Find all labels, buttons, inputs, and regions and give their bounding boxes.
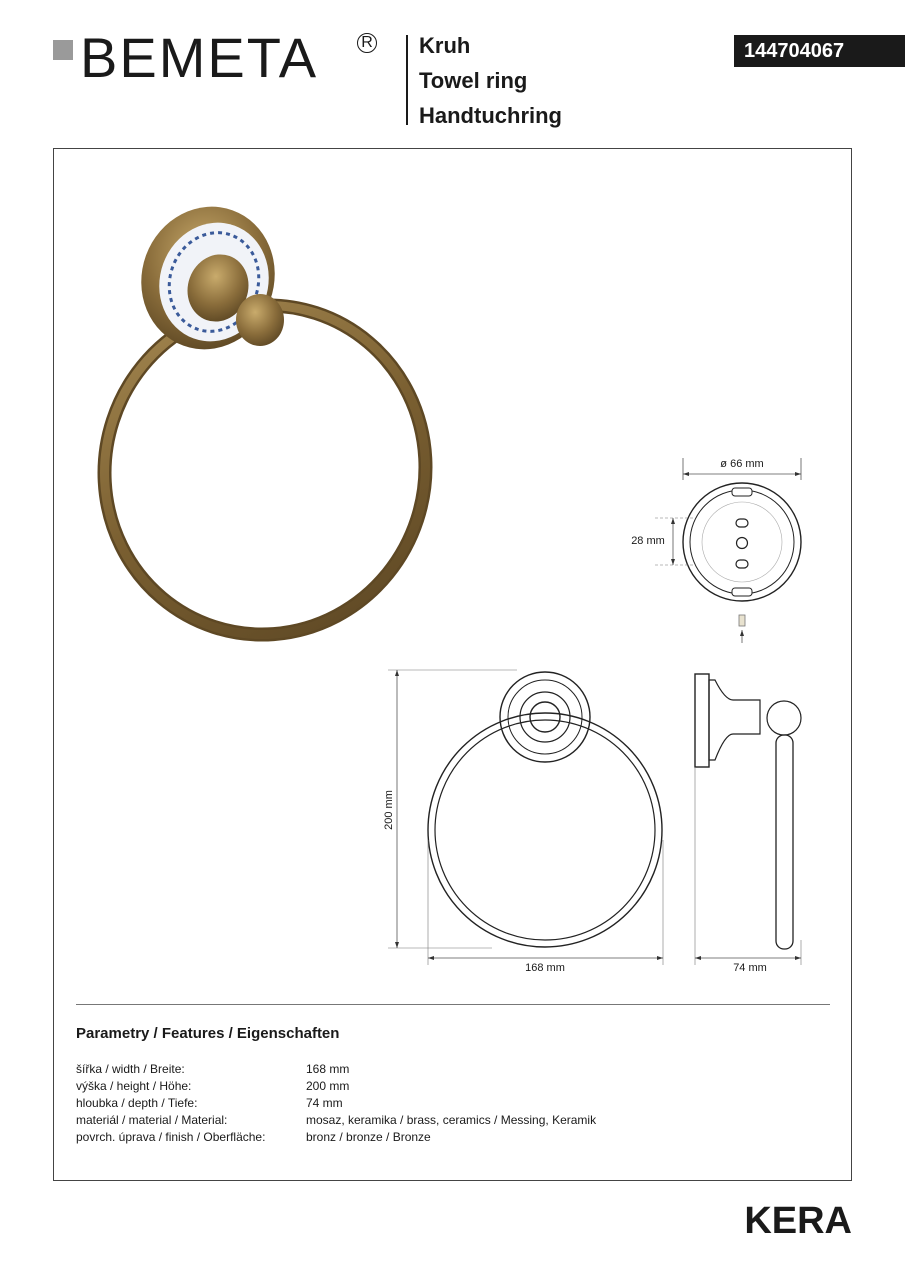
mounting-plate-drawing bbox=[615, 450, 815, 650]
section-divider bbox=[76, 1004, 830, 1005]
brand-logo: BEMETA bbox=[80, 26, 319, 89]
feature-value: 168 mm bbox=[306, 1062, 350, 1076]
product-code-badge: 144704067 bbox=[734, 35, 905, 67]
feature-label: výška / height / Höhe: bbox=[76, 1079, 192, 1093]
feature-value: 200 mm bbox=[306, 1079, 350, 1093]
product-photo bbox=[90, 200, 450, 650]
diameter-dimension: ø 66 mm bbox=[720, 458, 764, 470]
feature-value: mosaz, keramika / brass, ceramics / Messing, Keramik bbox=[306, 1113, 597, 1127]
logo-square bbox=[53, 40, 73, 60]
title-czech: Kruh bbox=[419, 33, 471, 58]
registered-mark: R bbox=[357, 33, 377, 53]
side-view-drawing bbox=[685, 660, 815, 980]
feature-label: hloubka / depth / Tiefe: bbox=[76, 1096, 198, 1110]
feature-label: šířka / width / Breite: bbox=[76, 1062, 185, 1076]
hole-spacing-dimension: 28 mm bbox=[631, 535, 665, 547]
collection-name: KERA bbox=[744, 1200, 852, 1242]
neck-knob-shape bbox=[236, 294, 284, 346]
feature-label: povrch. úprava / finish / Oberfläche: bbox=[76, 1130, 266, 1144]
depth-dimension: 74 mm bbox=[733, 962, 767, 974]
features-title: Parametry / Features / Eigenschaften bbox=[76, 1025, 340, 1042]
height-dimension: 200 mm bbox=[383, 790, 395, 830]
title-divider bbox=[406, 35, 408, 125]
feature-label: materiál / material / Material: bbox=[76, 1113, 228, 1127]
title-german: Handtuchring bbox=[419, 103, 562, 128]
front-view-drawing bbox=[380, 660, 680, 980]
feature-value: 74 mm bbox=[306, 1096, 343, 1110]
width-dimension: 168 mm bbox=[525, 962, 565, 974]
feature-value: bronz / bronze / Bronze bbox=[306, 1130, 431, 1144]
title-english: Towel ring bbox=[419, 68, 528, 93]
